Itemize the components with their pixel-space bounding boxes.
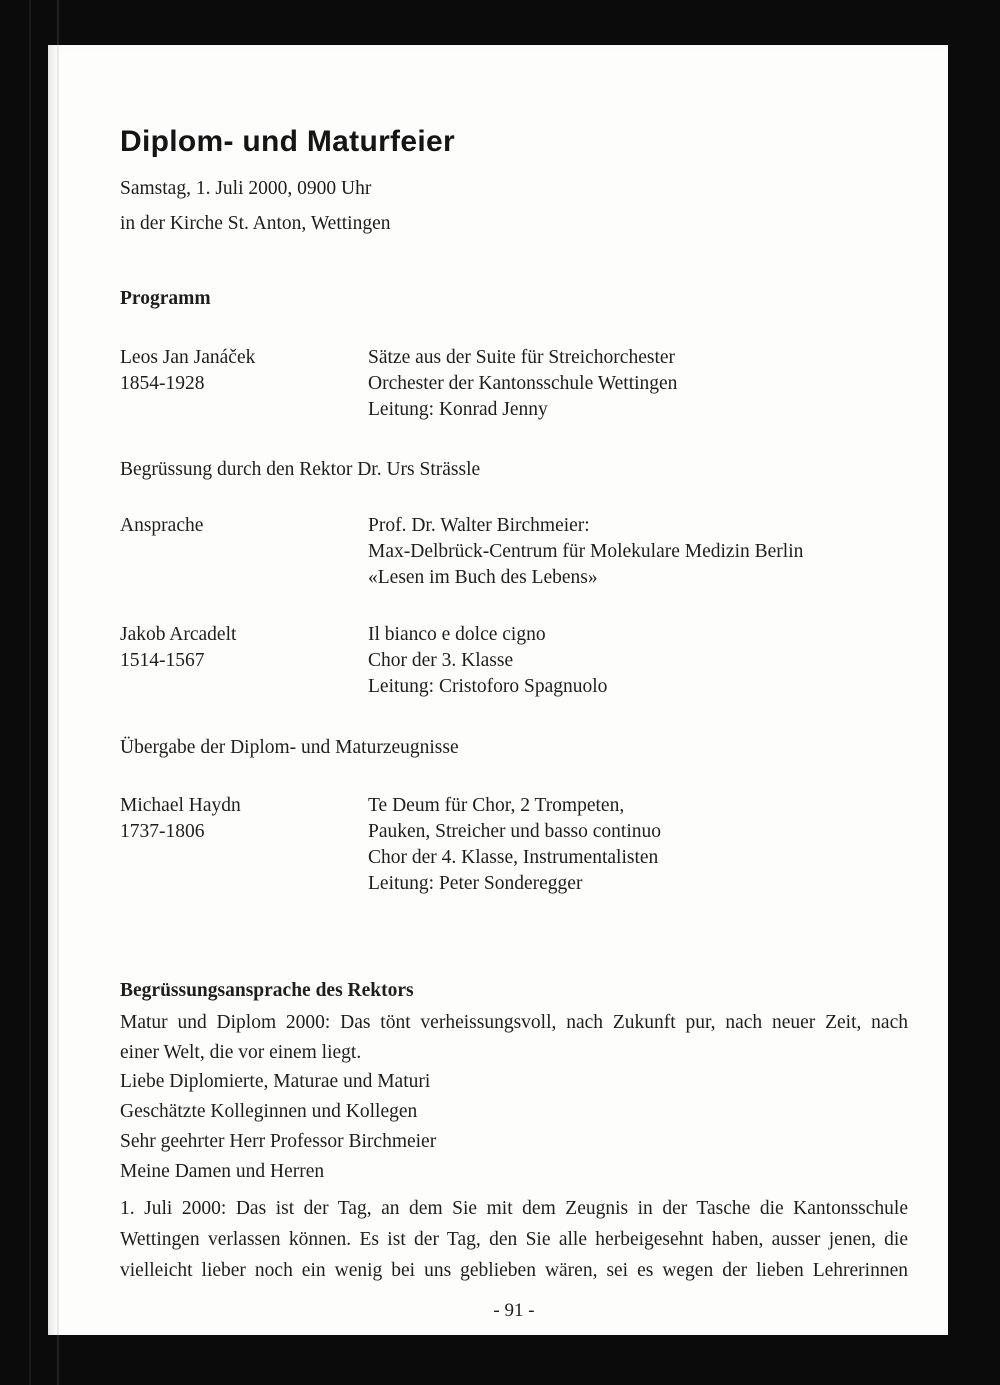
item-label: Ansprache [120, 515, 204, 536]
page-number: - 91 - [493, 1300, 535, 1321]
program-interlude-diploma: Übergabe der Diplom- und Maturzeugnisse [120, 737, 459, 758]
conductor: Leitung: Konrad Jenny [368, 399, 548, 420]
speaker-name: Prof. Dr. Walter Birchmeier: [368, 515, 590, 536]
program-row-arcadelt [120, 622, 908, 700]
paragraph-line: 1. Juli 2000: Das ist der Tag, an dem Sie mit dem Zeugnis in der Tasche die Kantonsschule [120, 1198, 908, 1219]
paragraph-line: Wettingen verlassen können. Es ist der Tag, den Sie alle herbeigesehnt haben, ausser jenen, die [120, 1229, 908, 1250]
composer-name: Leos Jan Janáček [120, 347, 256, 368]
program-row-ansprache [120, 513, 908, 591]
composer-years: 1854-1928 [120, 373, 205, 394]
speech-paragraph-2 [120, 1193, 908, 1286]
speech-paragraph-1 [120, 1008, 908, 1068]
ensemble: Chor der 4. Klasse, Instrumentalisten [368, 847, 659, 868]
ensemble: Chor der 3. Klasse [368, 650, 514, 671]
speaker-institution: Max-Delbrück-Centrum für Molekulare Medizin Berlin [368, 541, 804, 562]
scan-gutter-line [57, 0, 59, 1385]
salutation-audience: Meine Damen und Herren [120, 1161, 325, 1182]
ensemble: Orchester der Kantonsschule Wettingen [368, 373, 678, 394]
conductor: Leitung: Cristoforo Spagnuolo [368, 676, 608, 697]
program-row-left [120, 622, 368, 700]
piece-title: Sätze aus der Suite für Streichorchester [368, 347, 676, 368]
scan-edge-line [29, 0, 31, 1385]
program-row-right [368, 513, 908, 591]
paragraph-line: vielleicht lieber noch ein wenig bei uns geblieben wären, sei es wegen der lieben Lehrerinnen [120, 1260, 908, 1281]
speech-heading: Begrüssungsansprache des Rektors [120, 980, 414, 1001]
salutation-professor: Sehr geehrter Herr Professor Birchmeier [120, 1131, 437, 1152]
conductor: Leitung: Peter Sonderegger [368, 873, 583, 894]
event-date: Samstag, 1. Juli 2000, 0900 Uhr [120, 178, 372, 199]
composer-name: Michael Haydn [120, 795, 241, 816]
piece-title: Il bianco e dolce cigno [368, 624, 546, 645]
salutation-graduates: Liebe Diplomierte, Maturae und Maturi [120, 1071, 431, 1092]
program-row-right [368, 793, 908, 897]
event-location: in der Kirche St. Anton, Wettingen [120, 213, 391, 234]
program-heading: Programm [120, 288, 211, 309]
salutation-colleagues: Geschätzte Kolleginnen und Kollegen [120, 1101, 418, 1122]
composer-years: 1737-1806 [120, 821, 205, 842]
program-row-haydn [120, 793, 908, 897]
page-title: Diplom- und Maturfeier [120, 125, 455, 158]
program-row-right [368, 622, 908, 700]
program-row-janacek [120, 345, 908, 423]
document-page [48, 45, 948, 1335]
paragraph-line: einer Welt, die vor einem liegt. [120, 1042, 362, 1063]
composer-name: Jakob Arcadelt [120, 624, 237, 645]
page-content [48, 45, 948, 1324]
program-row-left [120, 345, 368, 423]
speech-title: «Lesen im Buch des Lebens» [368, 567, 598, 588]
program-row-left [120, 793, 368, 897]
program-row-right [368, 345, 908, 423]
paragraph-line: Matur und Diplom 2000: Das tönt verheissungsvoll, nach Zukunft pur, nach neuer Zeit, nach [120, 1012, 908, 1033]
piece-instrumentation: Pauken, Streicher und basso continuo [368, 821, 661, 842]
piece-title: Te Deum für Chor, 2 Trompeten, [368, 795, 625, 816]
program-row-left [120, 513, 368, 591]
composer-years: 1514-1567 [120, 650, 205, 671]
program-interlude-greeting: Begrüssung durch den Rektor Dr. Urs Strässle [120, 459, 481, 480]
